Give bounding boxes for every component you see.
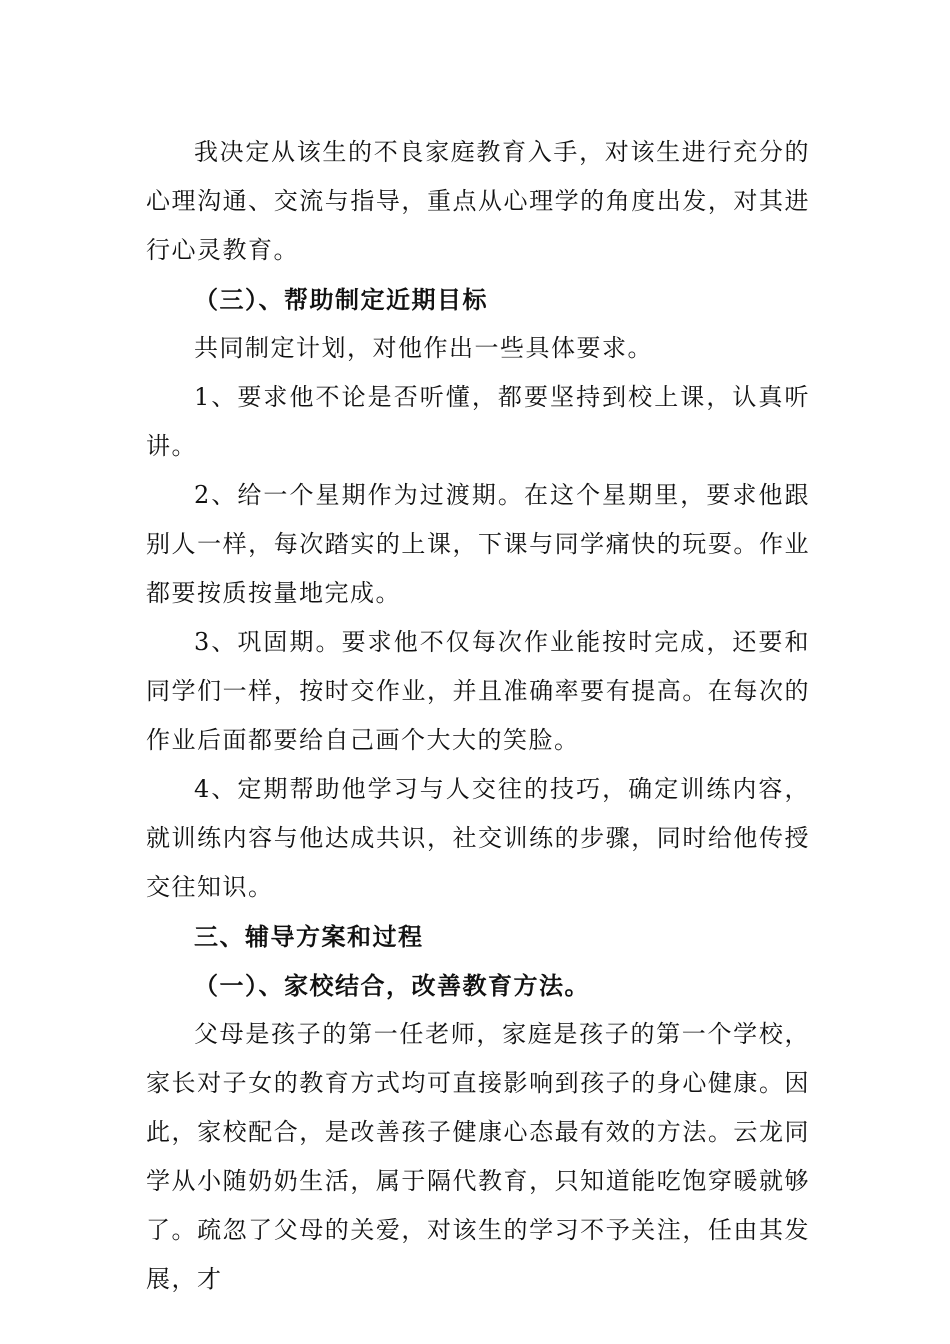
paragraph-item-4: 4、定期帮助他学习与人交往的技巧，确定训练内容，就训练内容与他达成共识，社交训练的步骤，同时给他传授交往知识。 xyxy=(146,775,810,901)
paragraph-psych-education: 我决定从该生的不良家庭教育入手，对该生进行充分的心理沟通、交流与指导，重点从心理学的角度出发，对其进行心灵教育。 xyxy=(146,138,810,264)
paragraph-item-1: 1、要求他不论是否听懂，都要坚持到校上课，认真听讲。 xyxy=(146,383,810,460)
paragraph-item-3: 3、巩固期。要求他不仅每次作业能按时完成，还要和同学们一样，按时交作业，并且准确率要有提高。在每次的作业后面都要给自己画个大大的笑脸。 xyxy=(146,628,810,754)
paragraph-parents-first-teacher: 父母是孩子的第一任老师，家庭是孩子的第一个学校，家长对子女的教育方式均可直接影响到孩子的身心健康。因此，家校配合，是改善孩子健康心态最有效的方法。云龙同学从小随奶奶生活，属于隔代教育，只知道能吃饱穿暖就够了。疏忽了父母的关爱，对该生的学习不予关注，任由其发展，才 xyxy=(146,1020,810,1293)
heading-short-term-goals: （三）、帮助制定近期目标 xyxy=(194,285,488,314)
document-body xyxy=(146,128,810,1304)
heading-counseling-plan: 三、辅导方案和过程 xyxy=(194,922,424,951)
paragraph-plan-intro: 共同制定计划，对他作出一些具体要求。 xyxy=(194,334,653,362)
heading-home-school: （一）、家校结合，改善教育方法。 xyxy=(194,971,590,1000)
paragraph-item-2: 2、给一个星期作为过渡期。在这个星期里，要求他跟别人一样，每次踏实的上课，下课与同学痛快的玩耍。作业都要按质按量地完成。 xyxy=(146,481,810,607)
